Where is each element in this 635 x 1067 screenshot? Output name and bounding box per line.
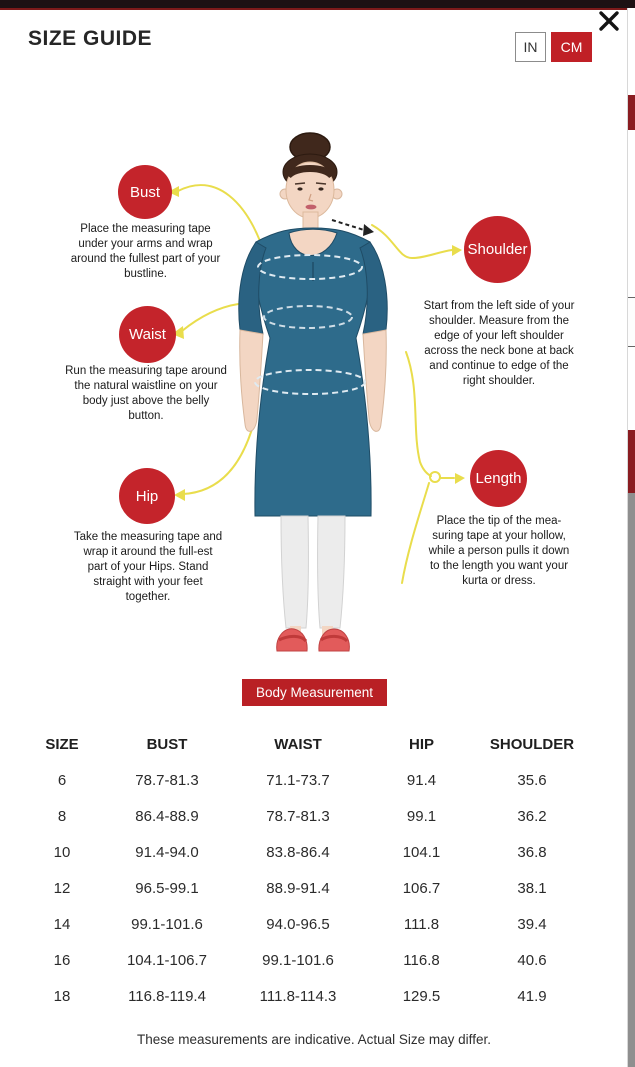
hip-badge: Hip <box>119 468 175 524</box>
table-cell: 96.5-99.1 <box>135 879 199 897</box>
unit-cm-button[interactable]: CM <box>551 32 592 62</box>
table-cell: 86.4-88.9 <box>135 807 199 825</box>
behind-page-box-fragment <box>628 297 635 347</box>
table-cell: 91.4-94.0 <box>135 843 199 861</box>
table-cell: 111.8-114.3 <box>259 987 337 1005</box>
size-table <box>22 726 585 1014</box>
close-icon <box>597 9 621 33</box>
table-cell: 6 <box>57 771 67 789</box>
table-cell: 99.1-101.6 <box>262 951 334 969</box>
table-cell: 36.2 <box>517 807 547 825</box>
table-cell: 39.4 <box>517 915 547 933</box>
measurement-disclaimer: These measurements are indicative. Actual Size may differ. <box>137 1032 491 1047</box>
table-cell: 40.6 <box>517 951 547 969</box>
table-cell: 83.8-86.4 <box>266 843 330 861</box>
length-badge: Length <box>470 450 527 507</box>
table-cell: 18 <box>53 987 71 1005</box>
table-cell: 111.8 <box>403 915 440 933</box>
column-header-waist: WAIST <box>274 735 322 753</box>
column-header-hip: HIP <box>408 735 434 753</box>
column-header-size: SIZE <box>45 735 79 753</box>
page-title: SIZE GUIDE <box>28 27 153 50</box>
column-header-shoulder: SHOULDER <box>489 735 575 753</box>
table-cell: 99.1-101.6 <box>131 915 203 933</box>
close-button[interactable] <box>597 9 621 33</box>
table-cell: 104.1-106.7 <box>126 951 208 969</box>
table-cell: 106.7 <box>402 879 441 897</box>
table-cell: 99.1 <box>406 807 437 825</box>
table-cell: 116.8 <box>403 951 440 969</box>
unit-in-button[interactable]: IN <box>515 32 546 62</box>
waist-description: Run the measuring tape around the natural waistline on your body just above the belly button. <box>65 365 227 422</box>
behind-page-top-band <box>0 0 635 10</box>
table-cell: 104.1 <box>402 843 441 861</box>
column-header-bust: BUST <box>146 735 188 753</box>
table-cell: 78.7-81.3 <box>135 771 199 789</box>
unit-toggle <box>515 32 592 62</box>
table-cell: 10 <box>53 843 71 861</box>
table-cell: 8 <box>57 807 67 825</box>
behind-page-red-button-fragment <box>628 430 635 493</box>
table-cell: 12 <box>53 879 71 897</box>
behind-page-right-strip <box>627 8 635 1067</box>
shoulder-description: Start from the left side of your shoulder. Measure from the edge of your left shoulder across the neck bone at back and continue to edge of the right shoulder. <box>423 300 575 387</box>
table-cell: 78.7-81.3 <box>266 807 330 825</box>
body-measurement-button[interactable]: Body Measurement <box>242 679 387 706</box>
table-cell: 38.1 <box>517 879 547 897</box>
behind-page-red-fragment <box>628 95 635 130</box>
table-cell: 88.9-91.4 <box>266 879 330 897</box>
table-cell: 35.6 <box>517 771 547 789</box>
table-cell: 91.4 <box>406 771 437 789</box>
table-cell: 14 <box>53 915 71 933</box>
behind-page-gray-strip <box>628 493 635 1067</box>
table-cell: 16 <box>53 951 71 969</box>
bust-description: Place the measuring tape under your arms and wrap around the fullest part of your bustline. <box>70 223 221 280</box>
table-cell: 129.5 <box>402 987 441 1005</box>
table-cell: 71.1-73.7 <box>266 771 330 789</box>
waist-badge: Waist <box>119 306 176 363</box>
bust-badge: Bust <box>118 165 172 219</box>
table-cell: 41.9 <box>517 987 547 1005</box>
length-description: Place the tip of the mea-suring tape at your hollow, while a person pulls it down to the length you want your kurta or dress. <box>428 515 570 587</box>
shoulder-badge: Shoulder <box>464 216 531 283</box>
table-cell: 36.8 <box>517 843 547 861</box>
table-cell: 116.8-119.4 <box>128 987 206 1005</box>
table-cell: 94.0-96.5 <box>266 915 330 933</box>
hip-description: Take the measuring tape and wrap it around the full-est part of your Hips. Stand straight with your feet together. <box>73 531 223 603</box>
